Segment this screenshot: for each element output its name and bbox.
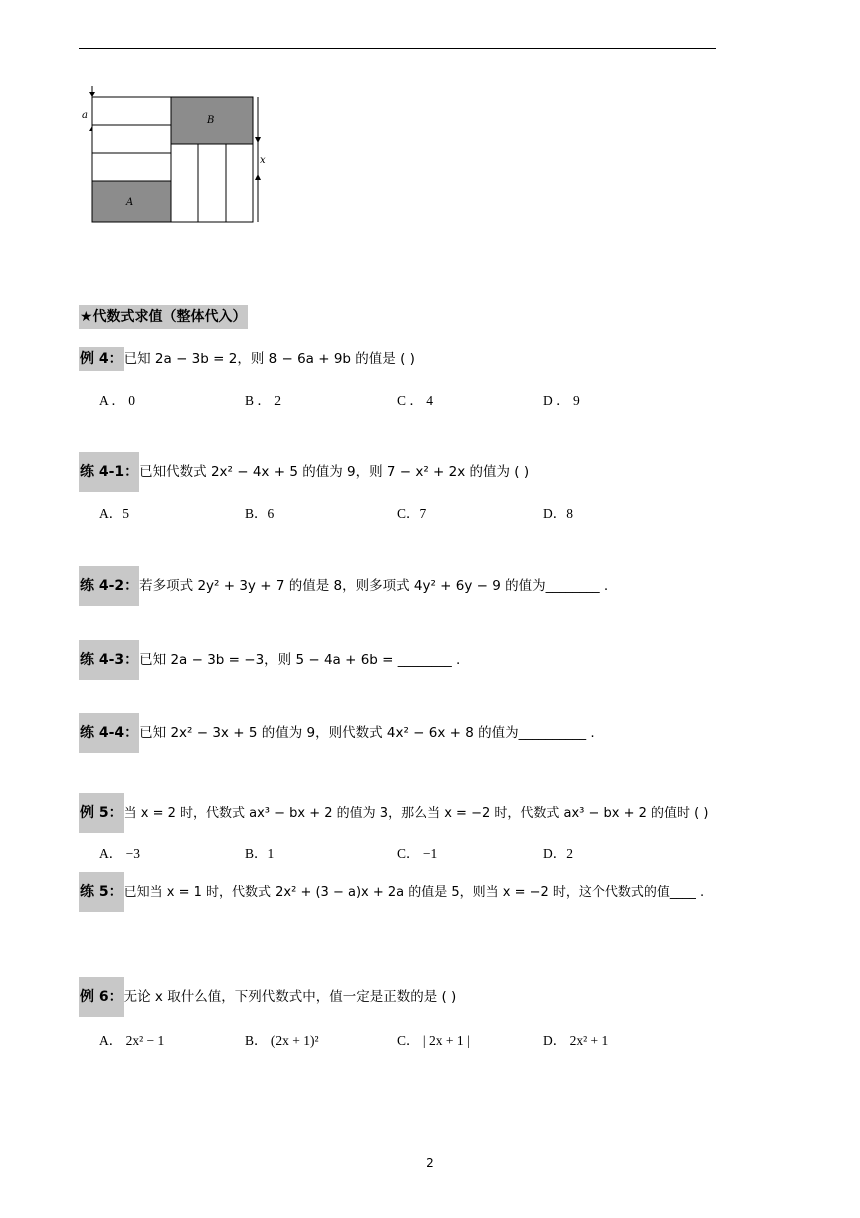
option-b[interactable]: B．1	[245, 846, 275, 861]
options-example-6	[99, 1029, 699, 1051]
problem-tag: 练 4-4：	[79, 713, 139, 753]
label-x: x	[260, 155, 266, 166]
option-c[interactable]: C． −1	[397, 846, 438, 861]
problem-practice-5	[79, 872, 704, 912]
problem-text: 已知 2a − 3b = −3，则 5 − 4a + 6b = ________ .	[139, 652, 461, 668]
option-d[interactable]: D．2	[543, 846, 573, 861]
option-c[interactable]: C． | 2x + 1 |	[397, 1033, 470, 1048]
option-c[interactable]: C ． 4	[397, 393, 434, 408]
problem-example-5	[79, 793, 708, 833]
option-b[interactable]: B ． 2	[245, 393, 282, 408]
options-practice-4-1	[99, 502, 699, 524]
problem-tag: 例 5：	[79, 793, 124, 833]
option-b[interactable]: B．6	[245, 506, 275, 521]
problem-tag: 练 4-3：	[79, 640, 139, 680]
option-a[interactable]: A．5	[99, 506, 129, 521]
label-a: a	[82, 110, 88, 121]
problem-text: 若多项式 2y² + 3y + 7 的值是 8，则多项式 4y² + 6y − 9 的值为________ .	[139, 578, 609, 594]
problem-practice-4-4	[79, 713, 595, 753]
header-rule	[79, 48, 716, 49]
problem-text: 当 x = 2 时，代数式 ax³ − bx + 2 的值为 3，那么当 x = −2 时，代数式 ax³ − bx + 2 的值时 ( )	[123, 806, 709, 821]
option-a[interactable]: A． 2x² − 1	[99, 1033, 165, 1048]
problem-text: 已知代数式 2x² − 4x + 5 的值为 9，则 7 − x² + 2x 的值为 ( )	[139, 464, 530, 480]
options-example-4	[99, 389, 699, 411]
problem-tag: 例 6：	[79, 977, 124, 1017]
problem-text: 已知 2a − 3b = 2，则 8 − 6a + 9b 的值是 ( )	[123, 351, 415, 367]
problem-tag: 练 5：	[79, 872, 124, 912]
option-d[interactable]: D ． 9	[543, 393, 580, 408]
problem-tag: 练 4-2：	[79, 566, 139, 606]
label-A: A	[126, 197, 134, 208]
section-heading	[79, 305, 248, 329]
area-figure	[76, 84, 276, 232]
option-b[interactable]: B． (2x + 1)²	[245, 1033, 319, 1048]
problem-practice-4-2	[79, 566, 608, 606]
option-d[interactable]: D． 2x² + 1	[543, 1033, 609, 1048]
problem-tag: 例 4：	[79, 347, 124, 371]
options-example-5	[99, 842, 699, 864]
option-a[interactable]: A． −3	[99, 846, 140, 861]
option-a[interactable]: A ． 0	[99, 393, 136, 408]
problem-example-4	[79, 347, 415, 371]
problem-text: 已知当 x = 1 时，代数式 2x² + (3 − a)x + 2a 的值是 5，则当 x = −2 时，这个代数式的值____ .	[123, 885, 705, 900]
problem-text: 已知 2x² − 3x + 5 的值为 9，则代数式 4x² − 6x + 8 的值为__________ .	[139, 725, 595, 741]
option-c[interactable]: C．7	[397, 506, 427, 521]
problem-tag: 练 4-1：	[79, 452, 139, 492]
problem-text: 无论 x 取什么值，下列代数式中，值一定是正数的是 ( )	[123, 989, 457, 1005]
problem-practice-4-1	[79, 452, 529, 492]
label-B: B	[207, 115, 215, 126]
page-number: 2	[426, 1156, 434, 1170]
section-title: ★代数式求值（整体代入）	[79, 305, 248, 329]
problem-example-6	[79, 977, 456, 1017]
problem-practice-4-3	[79, 640, 460, 680]
option-d[interactable]: D．8	[543, 506, 573, 521]
